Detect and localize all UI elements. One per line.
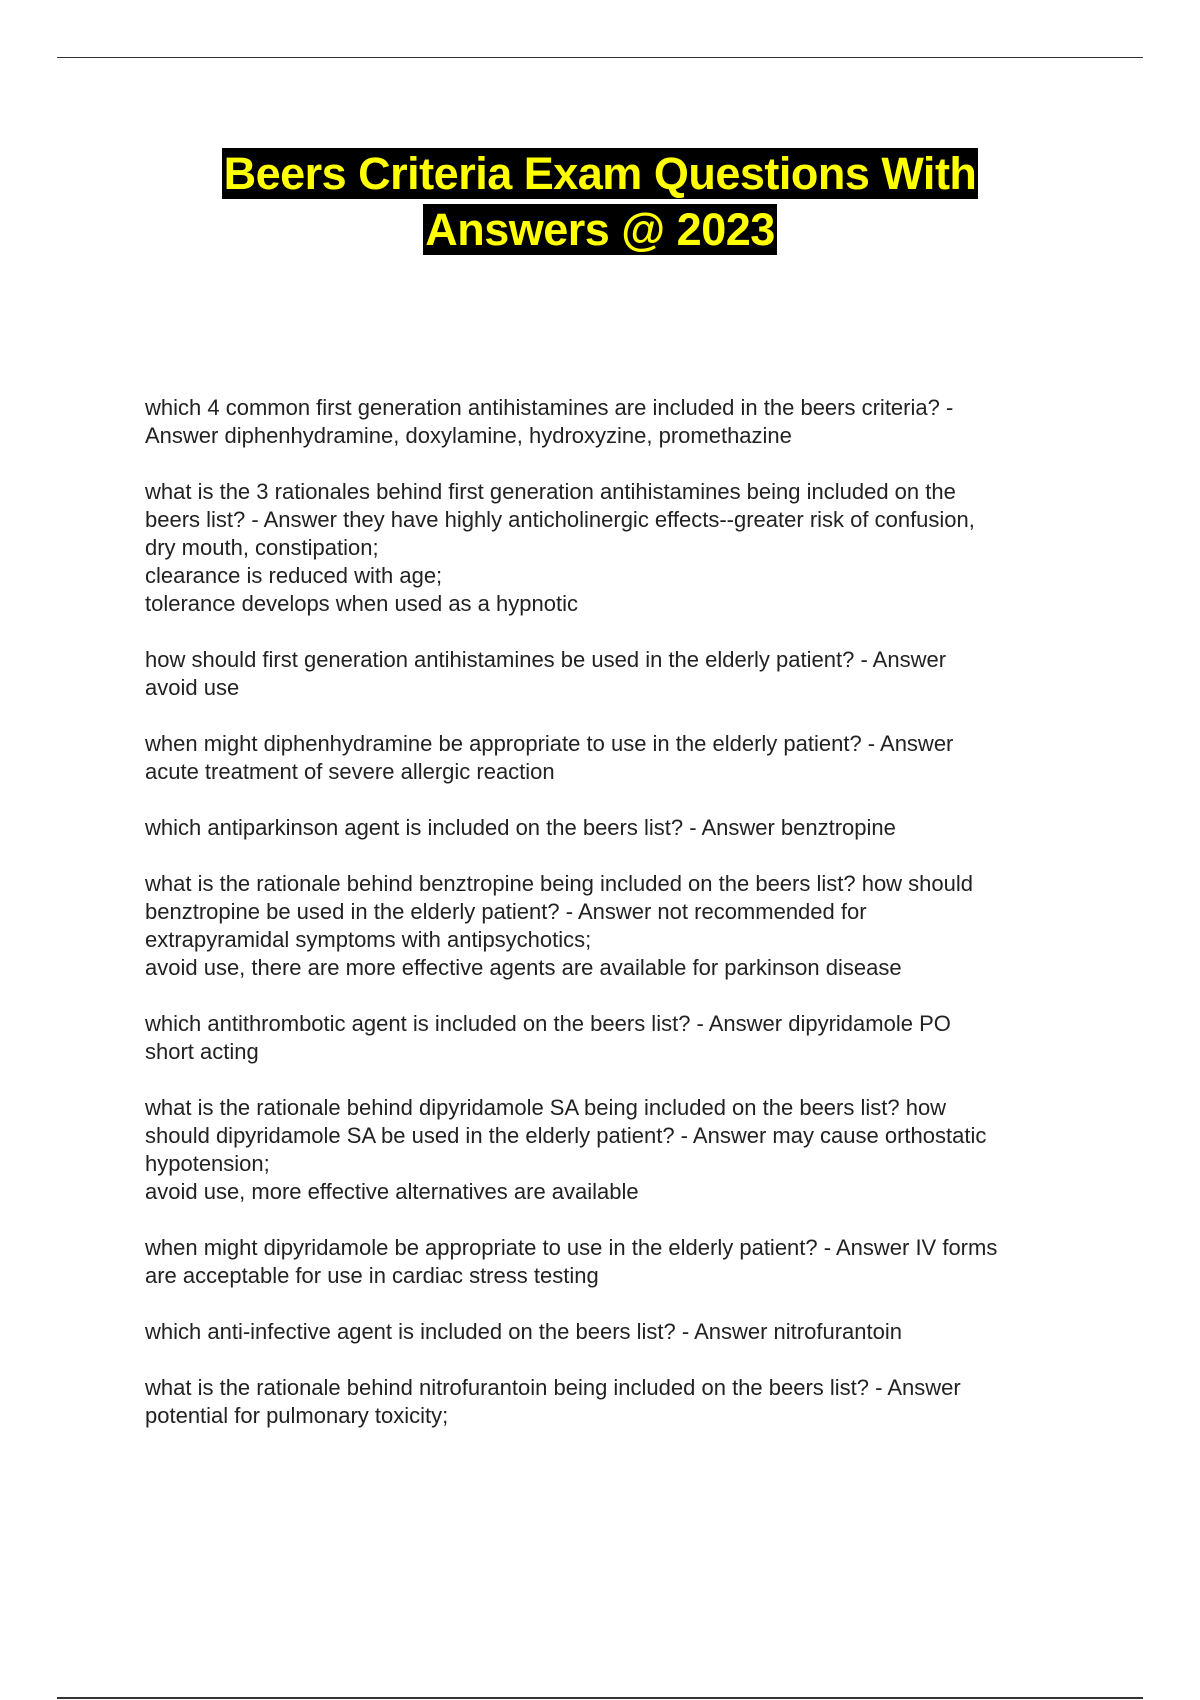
qa-item — [145, 478, 1095, 618]
qa-text-line: what is the rationale behind benztropine being included on the beers list? how should — [145, 871, 974, 896]
qa-item — [145, 870, 1095, 982]
qa-text-line: avoid use, there are more effective agents are available for parkinson disease — [145, 955, 902, 980]
top-divider — [57, 57, 1143, 58]
qa-text-line: what is the rationale behind nitrofurantoin being included on the beers list? - Answer — [145, 1375, 961, 1400]
title-line-1: Beers Criteria Exam Questions With — [223, 148, 977, 199]
qa-text-line: which anti-infective agent is included on the beers list? - Answer nitrofurantoin — [145, 1319, 902, 1344]
qa-text-line: which 4 common first generation antihistamines are included in the beers criteria? - — [145, 395, 954, 420]
qa-text-line: acute treatment of severe allergic reaction — [145, 759, 555, 784]
qa-item — [145, 646, 1095, 702]
qa-item — [145, 1094, 1095, 1206]
qa-text-line: tolerance develops when used as a hypnotic — [145, 591, 578, 616]
qa-text-line: clearance is reduced with age; — [145, 563, 443, 588]
qa-item — [145, 1318, 1095, 1346]
qa-text-line: short acting — [145, 1039, 259, 1064]
qa-text-line: avoid use, more effective alternatives are available — [145, 1179, 639, 1204]
qa-item — [145, 1234, 1095, 1290]
qa-text-line: which antithrombotic agent is included on the beers list? - Answer dipyridamole PO — [145, 1011, 951, 1036]
page-title — [0, 146, 1200, 258]
qa-item — [145, 730, 1095, 786]
qa-text-line: dry mouth, constipation; — [145, 535, 379, 560]
qa-list — [145, 394, 1095, 1458]
qa-text-line: avoid use — [145, 675, 240, 700]
qa-text-line: hypotension; — [145, 1151, 270, 1176]
qa-text-line: what is the 3 rationales behind first generation antihistamines being included on the — [145, 479, 956, 504]
qa-text-line: which antiparkinson agent is included on the beers list? - Answer benztropine — [145, 815, 896, 840]
qa-text-line: should dipyridamole SA be used in the elderly patient? - Answer may cause orthostatic — [145, 1123, 987, 1148]
qa-item — [145, 394, 1095, 450]
qa-text-line: extrapyramidal symptoms with antipsychotics; — [145, 927, 592, 952]
qa-text-line: Answer diphenhydramine, doxylamine, hydroxyzine, promethazine — [145, 423, 792, 448]
title-line-2: Answers @ 2023 — [425, 204, 775, 255]
qa-text-line: when might diphenhydramine be appropriate to use in the elderly patient? - Answer — [145, 731, 954, 756]
qa-text-line: potential for pulmonary toxicity; — [145, 1403, 449, 1428]
qa-text-line: beers list? - Answer they have highly anticholinergic effects--greater risk of confusion, — [145, 507, 975, 532]
qa-text-line: are acceptable for use in cardiac stress testing — [145, 1263, 599, 1288]
qa-item — [145, 814, 1095, 842]
bottom-divider — [57, 1697, 1143, 1699]
qa-text-line: when might dipyridamole be appropriate to use in the elderly patient? - Answer IV forms — [145, 1235, 998, 1260]
qa-text-line: how should first generation antihistamines be used in the elderly patient? - Answer — [145, 647, 947, 672]
qa-item — [145, 1010, 1095, 1066]
qa-text-line: benztropine be used in the elderly patient? - Answer not recommended for — [145, 899, 867, 924]
qa-text-line: what is the rationale behind dipyridamole SA being included on the beers list? how — [145, 1095, 947, 1120]
qa-item — [145, 1374, 1095, 1430]
